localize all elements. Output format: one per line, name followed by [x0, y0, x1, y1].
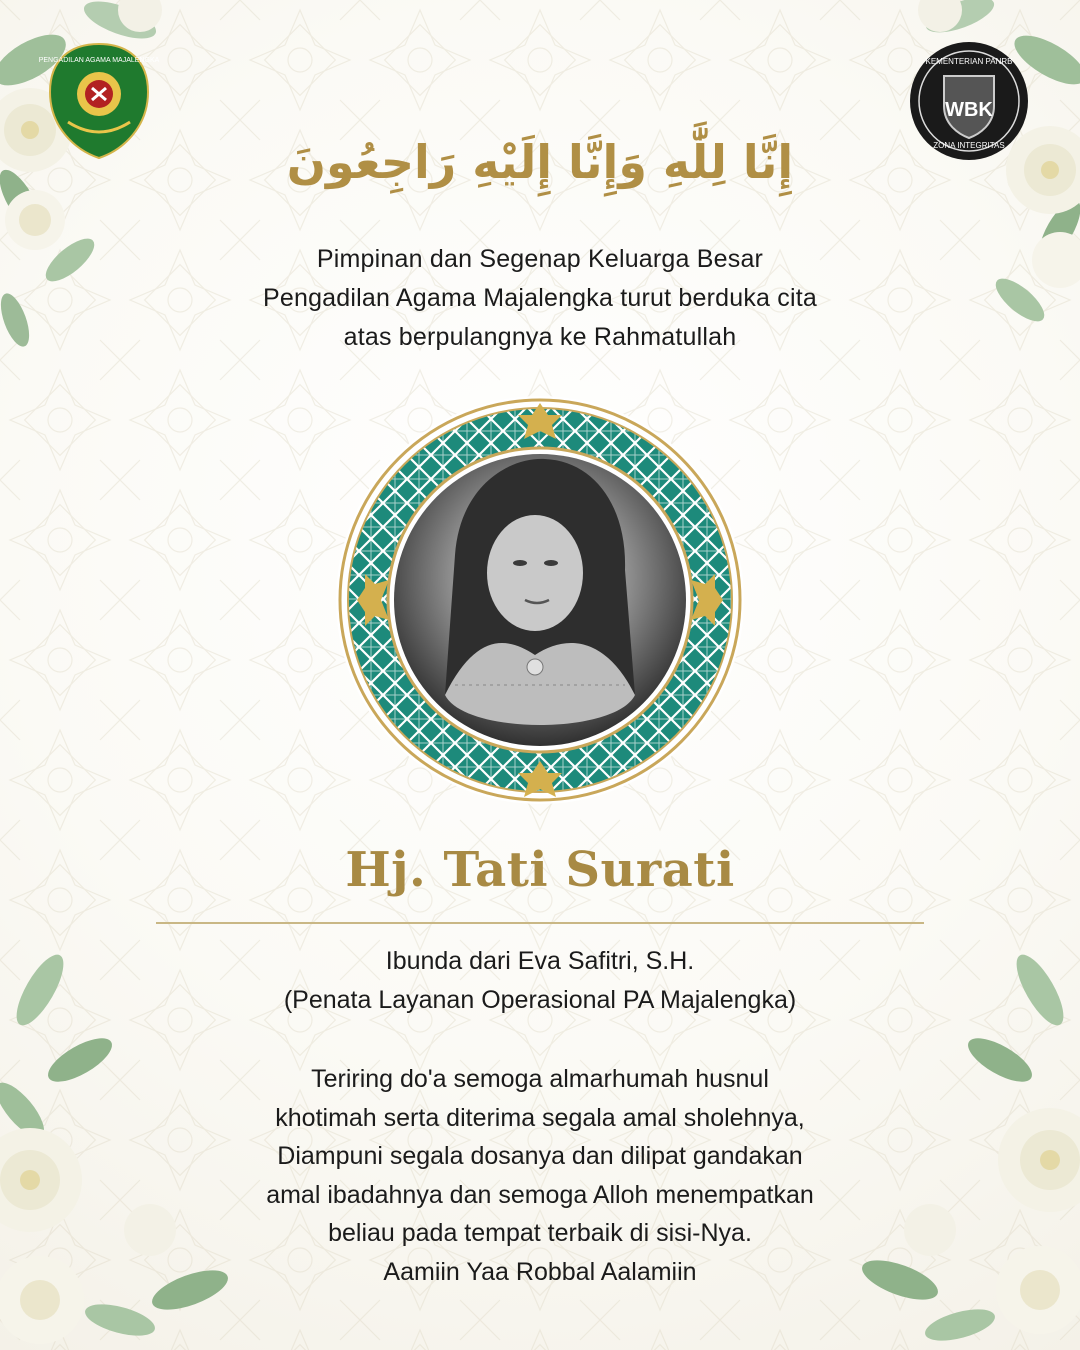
- prayer-line: Diampuni segala dosanya dan dilipat gandakan: [277, 1142, 803, 1170]
- relation-line: Ibunda dari Eva Safitri, S.H.: [385, 947, 695, 975]
- relation-text: [140, 942, 940, 1020]
- divider: [156, 922, 924, 924]
- deceased-name: Hj. Tati Surati: [345, 842, 735, 898]
- prayer-line: khotimah serta diterima segala amal sholehnya,: [275, 1103, 805, 1132]
- prayer-text: [140, 1060, 940, 1291]
- intro-line: atas berpulangnya ke Rahmatullah: [343, 323, 737, 351]
- prayer-line: beliau pada tempat terbaik di sisi-Nya.: [328, 1219, 752, 1247]
- court-emblem-icon: [38, 42, 160, 160]
- prayer-line: Teriring do'a semoga almarhumah husnul: [311, 1065, 769, 1093]
- relation-line: (Penata Layanan Operasional PA Majalengka): [283, 986, 797, 1014]
- intro-line: Pimpinan dan Segenap Keluarga Besar: [316, 245, 764, 273]
- prayer-line: amal ibadahnya dan semoga Alloh menempatkan: [266, 1180, 814, 1209]
- wbk-label: WBK: [945, 99, 993, 121]
- court-emblem-label: PENGADILAN AGAMA MAJALENGKA: [38, 57, 160, 64]
- wbk-badge-icon: [908, 40, 1030, 162]
- photo-frame: [335, 395, 745, 805]
- arabic-calligraphy: [286, 100, 794, 210]
- wbk-bottom-label: ZONA INTEGRITAS: [933, 141, 1005, 150]
- wbk-top-label: KEMENTERIAN PANRB: [925, 57, 1013, 66]
- prayer-line: Aamiin Yaa Robbal Aalamiin: [383, 1257, 697, 1286]
- intro-text: [140, 240, 940, 357]
- arabic-text: إِنَّا لِلَّٰهِ وَإِنَّا إِلَيْهِ رَاجِعُونَ: [286, 135, 794, 189]
- portrait-photo-icon: [394, 454, 686, 746]
- intro-line: Pengadilan Agama Majalengka turut berduka cita: [263, 284, 817, 312]
